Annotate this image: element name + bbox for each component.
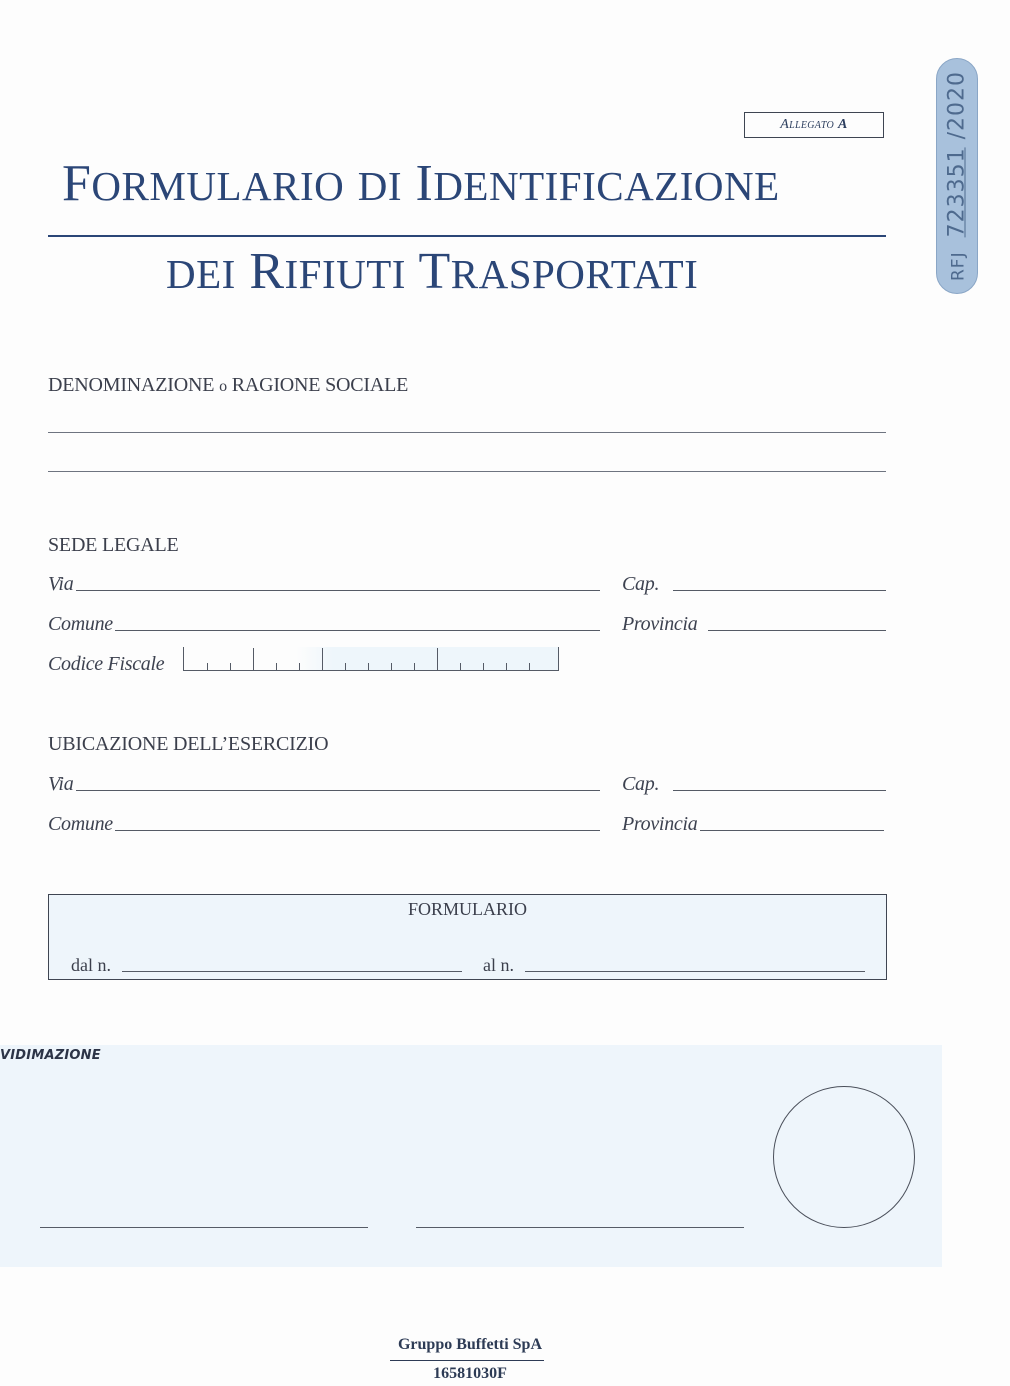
allegato-label bbox=[744, 112, 884, 138]
sede-cap-label: Cap. bbox=[622, 573, 660, 595]
registration-stamp bbox=[936, 58, 978, 294]
sede-provincia-field[interactable] bbox=[708, 630, 886, 631]
dal-field[interactable] bbox=[122, 971, 462, 972]
al-label: al n. bbox=[483, 955, 514, 975]
ubicazione-heading: UBICAZIONE DELL’ESERCIZIO bbox=[48, 733, 329, 755]
ubicazione-provincia-field[interactable] bbox=[700, 830, 884, 831]
denominazione-line-2[interactable] bbox=[48, 471, 886, 472]
sede-via-label: Via bbox=[48, 573, 74, 595]
ubicazione-comune-label: Comune bbox=[48, 813, 113, 835]
stamp-number: 723351 bbox=[944, 147, 970, 238]
formulario-range-box bbox=[48, 894, 887, 980]
sede-comune-label: Comune bbox=[48, 613, 113, 635]
ubicazione-cap-field[interactable] bbox=[673, 790, 886, 791]
footer-divider bbox=[390, 1360, 544, 1361]
codice-fiscale-field[interactable] bbox=[183, 647, 559, 671]
denominazione-line-1[interactable] bbox=[48, 432, 886, 433]
codice-fiscale-label: Codice Fiscale bbox=[48, 653, 165, 675]
vidimazione-title: VIDIMAZIONE bbox=[0, 1048, 101, 1063]
allegato-letter: A bbox=[838, 117, 848, 132]
title-divider bbox=[48, 235, 886, 237]
stamp-circle-icon bbox=[773, 1086, 915, 1228]
formulario-title: FORMULARIO bbox=[407, 899, 527, 919]
vidimazione-signature-2[interactable] bbox=[416, 1227, 744, 1228]
ubicazione-provincia-label: Provincia bbox=[622, 813, 698, 835]
ubicazione-via-label: Via bbox=[48, 773, 74, 795]
product-code: 16581030F bbox=[433, 1365, 507, 1382]
page-title-line2: DEI RIFIUTI TRASPORTATI bbox=[166, 243, 699, 300]
publisher-name: Gruppo Buffetti SpA bbox=[397, 1336, 543, 1353]
ubicazione-via-field[interactable] bbox=[76, 790, 600, 791]
vidimazione-signature-1[interactable] bbox=[40, 1227, 368, 1228]
allegato-prefix: Allegato bbox=[780, 117, 835, 132]
sede-via-field[interactable] bbox=[76, 590, 600, 591]
ubicazione-comune-field[interactable] bbox=[115, 830, 600, 831]
denominazione-heading: DENOMINAZIONE o RAGIONE SOCIALE bbox=[48, 374, 409, 396]
page-title-line1: FORMULARIO DI IDENTIFICAZIONE bbox=[62, 155, 780, 212]
stamp-year: /2020 bbox=[944, 71, 970, 140]
sede-provincia-label: Provincia bbox=[622, 613, 698, 635]
stamp-prefix: RFJ bbox=[948, 251, 969, 281]
sede-cap-field[interactable] bbox=[673, 590, 886, 591]
al-field[interactable] bbox=[525, 971, 865, 972]
sede-legale-heading: SEDE LEGALE bbox=[48, 534, 179, 556]
sede-comune-field[interactable] bbox=[115, 630, 600, 631]
dal-label: dal n. bbox=[71, 955, 111, 975]
ubicazione-cap-label: Cap. bbox=[622, 773, 660, 795]
